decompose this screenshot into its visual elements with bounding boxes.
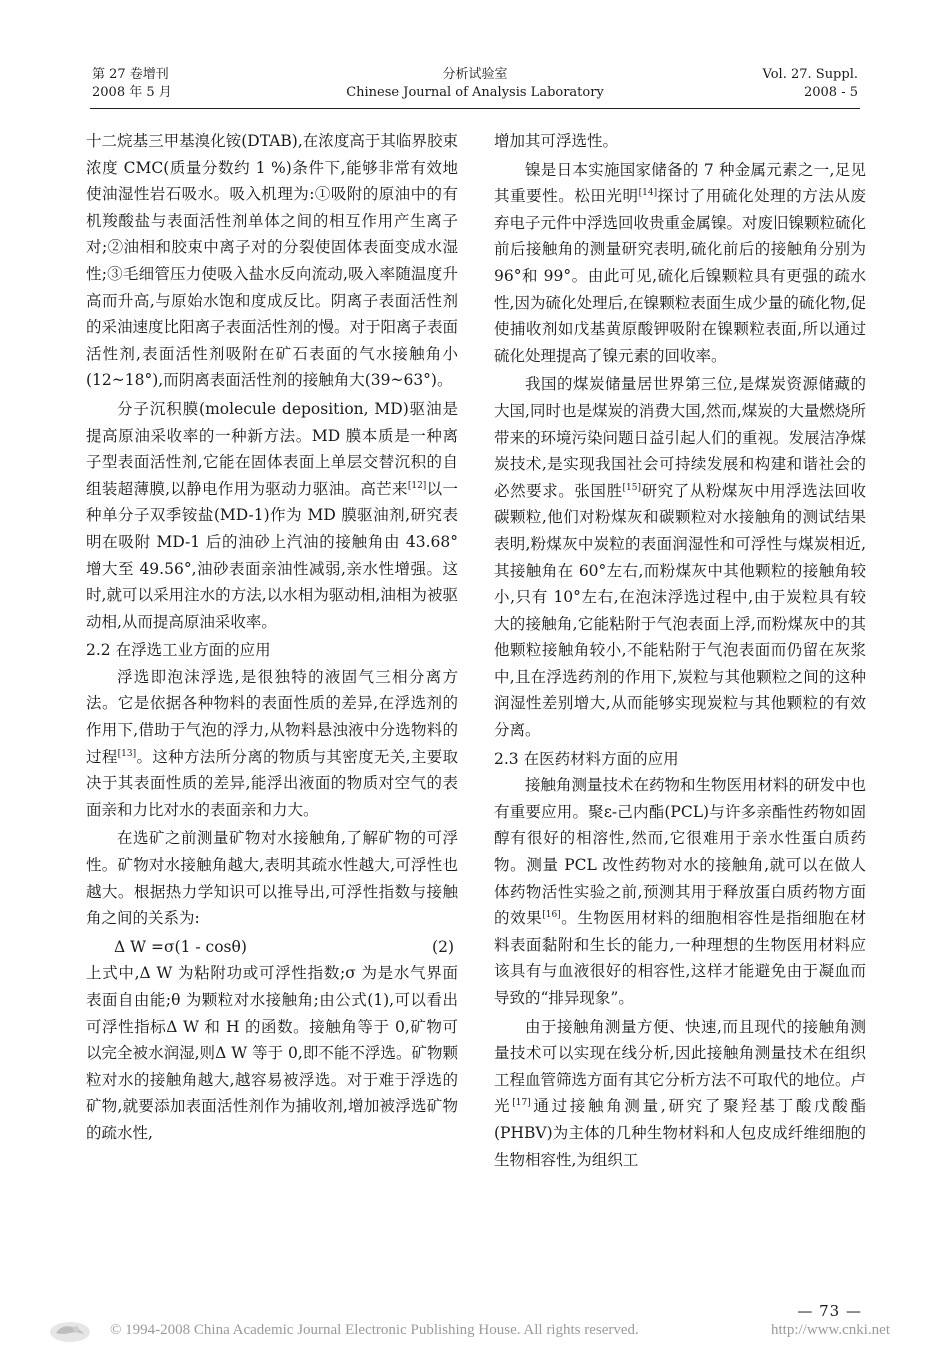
paragraph: 十二烷基三甲基溴化铵(DTAB),在浓度高于其临界胶束浓度 CMC(质量分数约 1 %)条件下,能够非常有效地使油湿性岩石吸水。吸入机理为:①吸附的原油中的有机羧酸盐与表面活性剂单体之间的相互作用产生离子对;②油相和胶束中离子对的分裂使固体表面变成水湿性;③毛细管压力使吸入盐水反向流动,吸入率随温度升高而升高,与原始水饱和度成反比。阴离子表面活性剂的采油速度比阳离子表面活性剂的慢。对于阳离子表面活性剂,表面活性剂吸附在矿石表面的气水接触角小(12~18°),而阴离表面活性剂的接触角大(39~63°)。 <box>86 132 459 390</box>
paragraph: 上式中,Δ W 为粘附功或可浮性指数;σ 为是水气界面表面自由能;θ 为颗粒对水接触角;由公式(1),可以看出可浮性指标Δ W 和 H 的函数。接触角等于 0,矿物可以完全被水润湿,则Δ W 等于 0,即不能不浮选。矿物颗粒对水的接触角越大,越容易被浮选。对于难于浮选的矿物,就要添加表面活性剂作为捕收剂,增加被浮选矿物的疏水性, <box>86 964 458 1142</box>
footer <box>0 1318 950 1348</box>
left-column <box>86 128 458 1149</box>
right-column <box>494 128 866 1175</box>
date-en: 2008 - 5 <box>803 85 858 100</box>
paragraph: 增加其可浮选性。 <box>494 132 619 150</box>
journal-title-en: Chinese Journal of Analysis Laboratory <box>346 85 604 100</box>
citation: [15] <box>622 482 642 493</box>
page-number: — 73 — <box>797 1302 862 1320</box>
journal-volume-info-en <box>763 66 858 102</box>
volume-issue: 第 27 卷增刊 <box>92 67 169 82</box>
section-heading: 2.3 在医药材料方面的应用 <box>494 749 679 768</box>
citation: [14] <box>638 188 658 199</box>
citation: [17] <box>512 1098 531 1109</box>
volume-en: Vol. 27. Suppl. <box>762 67 858 82</box>
paragraph: 镍是日本实施国家储备的 7 种金属元素之一,足见其重要性。松田光明[14]探讨了用硫化处理的方法从废弃电子元件中浮选回收贵重金属镍。对废旧镍颗粒硫化前后接触角的测量研究表明,硫化前后的接触角分别为 96°和 99°。由此可见,硫化后镍颗粒具有更强的疏水性,因为硫化处理后,在镍颗粒表面生成少量的硫化物,促使捕收剂如戊基黄原酸钾吸附在镍颗粒表面,所以通过硫化处理提高了镍元素的回收率。 <box>494 160 867 365</box>
section-heading: 2.2 在浮选工业方面的应用 <box>86 641 271 660</box>
paragraph: 分子沉积膜(molecule deposition, MD)驱油是提高原油采收率的一种新方法。MD 膜本质是一种离子型表面活性剂,它能在固体表面上单层交替沉积的自组装超薄膜,以静电作用为驱动力驱油。高芒来[12]以一种单分子双季铵盐(MD-1)作为 MD 膜驱油剂,研究表明在吸附 MD-1 后的油砂上汽油的接触角由 43.68°增大至 49.56°,油砂表面亲油性减弱,亲水性增强。这时,就可以采用注水的方法,以水相为驱动相,油相为被驱动相,从而提高原油采收率。 <box>86 399 458 631</box>
paragraph: 我国的煤炭储量居世界第三位,是煤炭资源储藏的大国,同时也是煤炭的消费大国,然而,煤炭的大量燃烧所带来的环境污染问题日益引起人们的重视。发展洁净煤炭技术,是实现我国社会可持续发展和构建和谐社会的必然要求。张国胜[15]研究了从粉煤灰中用浮选法回收碳颗粒,他们对粉煤灰和碳颗粒对水接触角的测试结果表明,粉煤灰中炭粒的表面润湿性和可浮性与煤炭相近,其接触角在 60°左右,而粉煤灰中其他颗粒的接触角较小,只有 10°左右,在泡沫浮选过程中,由于炭粒具有较大的接触角,它能粘附于气泡表面上浮,而粉煤灰中的其他颗粒接触角较小,不能粘附于气泡表面而仍留在灰浆中,且在浮选药剂的作用下,炭粒与其他颗粒之间的这种润湿性差别增大,从而能够实现炭粒与其他颗粒的有效分离。 <box>494 375 867 740</box>
header-rule <box>90 108 860 109</box>
paragraph: 浮选即泡沫浮选,是很独特的液固气三相分离方法。它是依据各种物料的表面性质的差异,在浮选剂的作用下,借助于气泡的浮力,从物料悬浊液中分选物料的过程[13]。这种方法所分离的物质与其密度无关,主要取决于其表面性质的差异,能浮出液面的物质对空气的表面亲和力比对水的表面亲和力大。 <box>86 667 458 819</box>
equation-number: (2) <box>432 937 454 956</box>
citation: [13] <box>117 748 137 759</box>
citation: [12] <box>407 480 427 491</box>
paragraph: 由于接触角测量方便、快速,而且现代的接触角测量技术可以实现在线分析,因此接触角测量技术在组织工程血管筛选方面有其它分析方法不可取代的地位。卢光[17]通过接触角测量,研究了聚羟基丁酸戊酸酯(PHBV)为主体的几种生物材料和人包皮成纤维细胞的生物相容性,为组织工 <box>494 1017 867 1169</box>
equation-body: Δ W =σ(1 - cosθ) <box>114 937 247 956</box>
citation: [16] <box>542 910 561 921</box>
cnki-logo-icon <box>48 1318 92 1344</box>
equation <box>86 934 458 961</box>
copyright-notice: © 1994-2008 China Academic Journal Electronic Publishing House. All rights reserved. <box>110 1322 639 1338</box>
journal-title-cn: 分析试验室 <box>442 67 508 82</box>
paragraph: 接触角测量技术在药物和生物医用材料的研发中也有重要应用。聚ε-己内酯(PCL)与许多亲酯性药物如固醇有很好的相溶性,然而,它很难用于亲水性蛋白质药物。测量 PCL 改性药物对水的接触角,就可以在做人体药物活性实验之前,预测其用于释放蛋白质药物方面的效果[16]。生物医用材料的细胞相容性是指细胞在材料表面黏附和生长的能力,一种理想的生物医用材料应该具有与血液很好的相容性,这样才能避免由于凝血而导致的“排异现象”。 <box>494 776 867 1007</box>
publication-date: 2008 年 5 月 <box>92 85 172 100</box>
footer-url[interactable]: http://www.cnki.net <box>770 1322 890 1338</box>
paragraph: 在选矿之前测量矿物对水接触角,了解矿物的可浮性。矿物对水接触角越大,表明其疏水性越大,可浮性也越大。根据热力学知识可以推导出,可浮性指数与接触角之间的关系为: <box>86 829 458 928</box>
